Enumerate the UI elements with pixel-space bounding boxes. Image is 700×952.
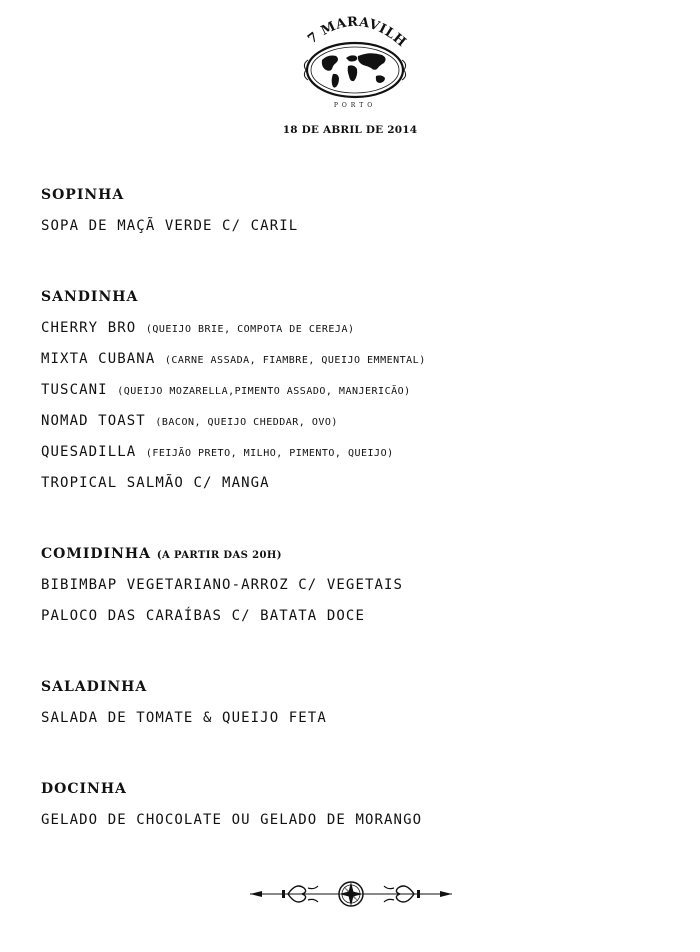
logo-arc-text: 7 MARAVILH <box>305 14 410 51</box>
section-sopinha <box>41 186 661 248</box>
svg-text:AS 7 MARAVILHAS <box>300 10 409 50</box>
section-saladinha <box>41 678 661 740</box>
section-heading <box>41 780 661 804</box>
menu-date: 18 DE ABRIL DE 2014 <box>282 124 418 136</box>
menu-item <box>41 474 661 505</box>
item-name: PALOCO DAS CARAÍBAS C/ BATATA DOCE <box>41 608 365 624</box>
menu-list <box>41 186 661 882</box>
item-name: TUSCANI <box>41 382 108 398</box>
menu-item <box>41 412 661 443</box>
item-name: MIXTA CUBANA <box>41 351 156 367</box>
footer-ornament <box>248 876 454 912</box>
section-comidinha <box>41 545 661 638</box>
section-sandinha <box>41 288 661 505</box>
section-heading <box>41 288 661 312</box>
item-detail: (CARNE ASSADA, FIAMBRE, QUEIJO EMMENTAL) <box>164 355 426 366</box>
item-detail: (BACON, QUEIJO CHEDDAR, OVO) <box>155 417 338 428</box>
section-title: COMIDINHA <box>41 546 151 562</box>
menu-item <box>41 443 661 474</box>
item-detail: (QUEIJO MOZARELLA,PIMENTO ASSADO, MANJERICÃO) <box>117 386 411 397</box>
section-docinha <box>41 780 661 842</box>
logo-city-text: PORTO <box>333 102 377 109</box>
item-name: SOPA DE MAÇÃ VERDE C/ CARIL <box>41 218 299 234</box>
menu-item <box>41 381 661 412</box>
menu-item <box>41 709 661 740</box>
section-heading <box>41 678 661 702</box>
section-note: (A PARTIR DAS 20H) <box>156 550 282 561</box>
section-title: DOCINHA <box>41 781 127 797</box>
menu-item <box>41 811 661 842</box>
compass-rose-flourish-icon <box>248 876 454 912</box>
section-heading <box>41 545 661 569</box>
item-name: SALADA DE TOMATE & QUEIJO FETA <box>41 710 327 726</box>
section-title: SALADINHA <box>41 679 148 695</box>
item-detail: (QUEIJO BRIE, COMPOTA DE CEREJA) <box>145 324 355 335</box>
restaurant-logo <box>300 10 410 110</box>
item-detail: (FEIJÃO PRETO, MILHO, PIMENTO, QUEIJO) <box>145 448 394 459</box>
menu-item <box>41 607 661 638</box>
menu-item <box>41 350 661 381</box>
section-title: SOPINHA <box>41 187 125 203</box>
item-name: TROPICAL SALMÃO C/ MANGA <box>41 475 270 491</box>
menu-item <box>41 576 661 607</box>
section-title: SANDINHA <box>41 289 139 305</box>
section-heading <box>41 186 661 210</box>
item-name: NOMAD TOAST <box>41 413 146 429</box>
menu-item <box>41 319 661 350</box>
world-map-oval-frame-icon <box>300 10 410 110</box>
menu-item <box>41 217 661 248</box>
item-name: CHERRY BRO <box>41 320 137 336</box>
item-name: BIBIMBAP VEGETARIANO-ARROZ C/ VEGETAIS <box>41 577 404 593</box>
item-name: GELADO DE CHOCOLATE OU GELADO DE MORANGO <box>41 812 423 828</box>
item-name: QUESADILLA <box>41 444 137 460</box>
